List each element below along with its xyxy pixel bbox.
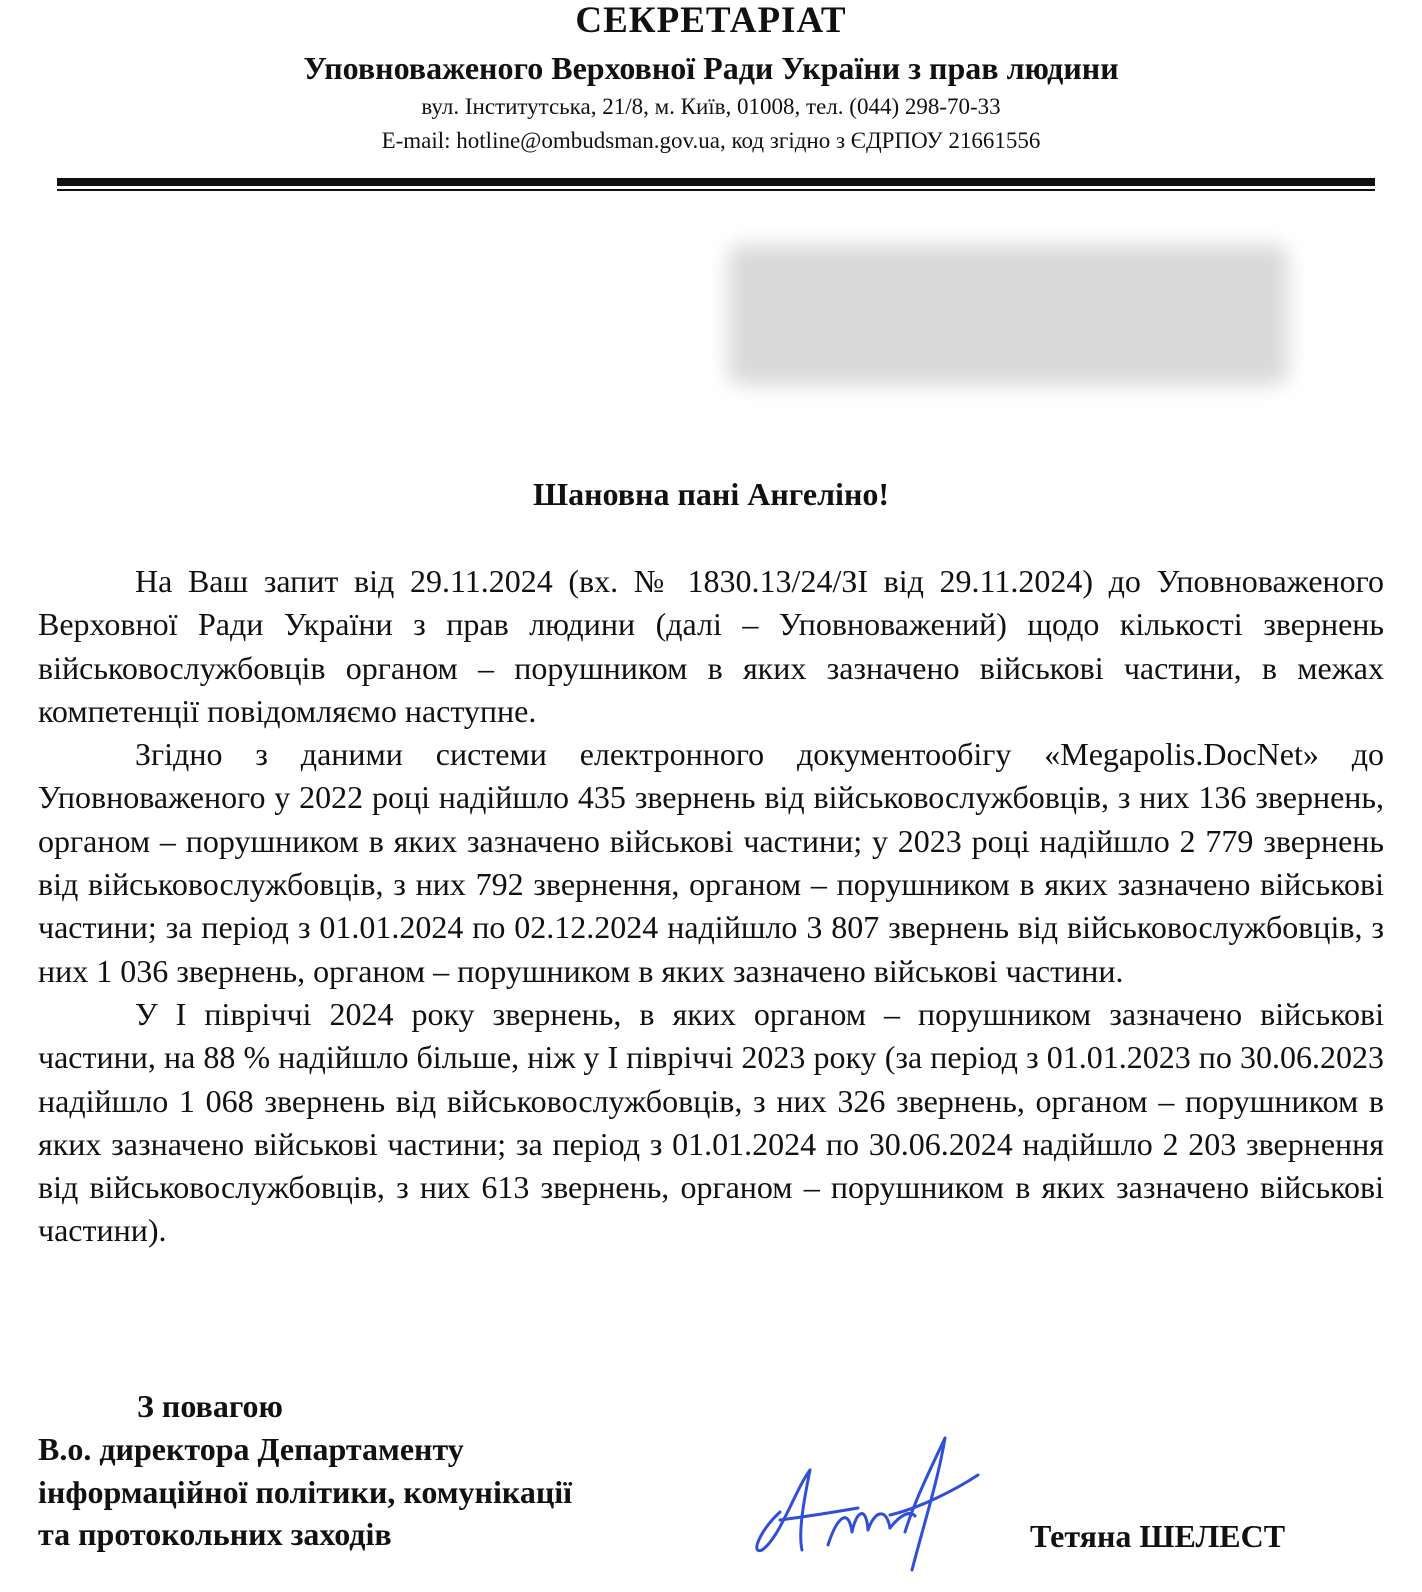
letterhead-address: вул. Інститутська, 21/8, м. Київ, 01008, тел. (044) 298-70-33 [421, 94, 1001, 119]
signer-name: Тетяна ШЕЛЕСТ [1030, 1518, 1286, 1554]
letterhead-divider-thick [57, 178, 1375, 186]
letterhead-subtitle: Уповноваженого Верховної Ради України з прав людини [303, 50, 1119, 86]
signer-position [38, 1428, 572, 1556]
letterhead-contacts: E-mail: hotline@ombudsman.gov.ua, код згідно з ЄДРПОУ 21661556 [381, 128, 1041, 153]
body-paragraph: На Ваш запит від 29.11.2024 (вх. № 1830.13/24/ЗІ від 29.11.2024) до Уповноваженого Верховної Ради України з прав людини (далі – Уповноважений) щодо кількості звернень військовослужбовців органом – порушником в яких зазначено військові частини, в межах компетенції повідомляємо наступне. [38, 563, 1384, 729]
signer-position-line: та протокольних заходів [38, 1516, 392, 1552]
signature-stroke [890, 1438, 978, 1570]
signer-position-line: В.о. директора Департаменту [38, 1431, 464, 1467]
signature-stroke [828, 1514, 890, 1545]
handwritten-signature-icon [740, 1420, 990, 1580]
signature-stroke [890, 1438, 945, 1532]
signature-stroke [780, 1470, 858, 1550]
signature-strokes [757, 1438, 978, 1570]
letter-body [38, 560, 1384, 1253]
redacted-recipient-block [728, 245, 1288, 385]
greeting: Шановна пані Ангеліно! [532, 476, 890, 512]
letterhead-divider-thin [57, 189, 1375, 191]
letterhead-title: СЕКРЕТАРІАТ [575, 0, 847, 41]
letterhead [0, 0, 1422, 156]
closing-phrase: З повагою [137, 1388, 283, 1424]
body-paragraph: Згідно з даними системи електронного документообігу «Megapolis.DocNet» до Уповноваженого у 2022 році надійшло 435 звернень від військовослужбовців, з них 136 звернень, органом – порушником в яких зазначено військові частини; у 2023 році надійшло 2 779 звернень від військовослужбовців, з них 792 звернення, органом – порушником в яких зазначено військові частини; за період з 01.01.2024 по 02.12.2024 надійшло 3 807 звернень від військовослужбовців, з них 1 036 звернень, органом – порушником в яких зазначено військові частини. [38, 736, 1384, 989]
signer-position-line: інформаційної політики, комунікації [38, 1473, 573, 1510]
body-paragraph: У І півріччі 2024 року звернень, в яких органом – порушником зазначено військові частини, на 88 % надійшло більше, ніж у І півріччі 2023 року (за період з 01.01.2023 по 30.06.2023 надійшло 1 068 звернень від військовослужбовців, з них 326 звернень, органом – порушником в яких зазначено військові частини; за період з 01.01.2024 по 30.06.2024 надійшло 2 203 звернення від військовослужбовців, з них 613 звернень, органом – порушником в яких зазначено військові частини). [38, 995, 1384, 1249]
